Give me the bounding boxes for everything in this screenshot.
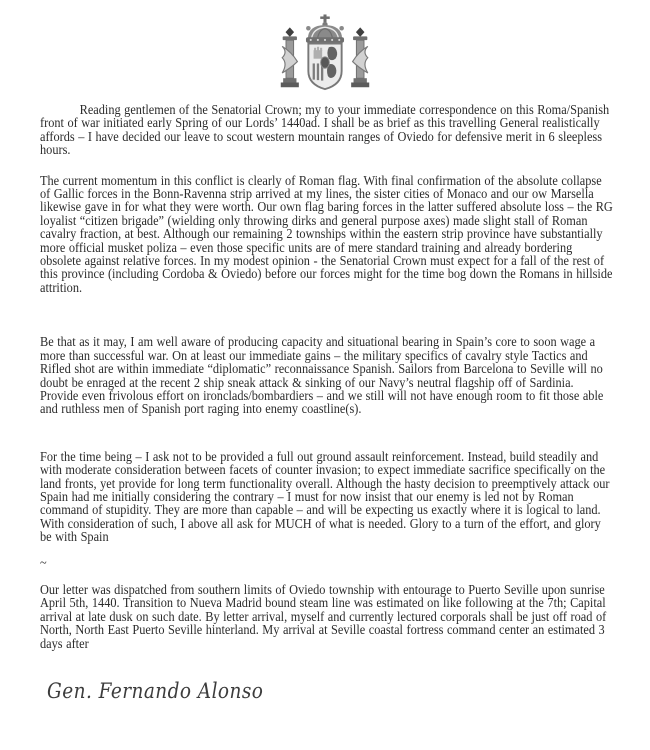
tilde-separator: ~ [40, 555, 47, 571]
letter-paragraph-request: For the time being – I ask not to be provided a full out ground assault reinforcement. Instead, build steadily and with moderate consideration between facets of counter invasion; to expect immediate sacrifice specifically on the land fronts, yet provide for long term functionality overall. Although the hasty decision to preemptively attack our Spain had me initially considering the contrary – I must for now insist that our enemy is led not by Roman command of stupidity. They are more than capable – and will be expecting us exactly where it is logical to land. With consideration of such, I above all ask for MUCH of what is needed. Glory to a turn of the effort, and glory be with Spain [40, 449, 610, 546]
signature: Gen. Fernando Alonso [47, 679, 264, 703]
letter-paragraph-naval: Be that as it may, I am well aware of producing capacity and situational bearing in Spain’s core to soon wage a more than successful war. On at least our immediate gains – the military specifics of cavalry style Tactics and Rifled shot are within immediate “diplomatic” reconnaissance Spanish. Sailors from Barcelona to Seville will no doubt be enraged at the recent 2 ship sneak attack & sinking of our Navy’s neutral flagship off of Sardinia. Provide even frivolous effort on ironclads/bombardiers – and we still will not have enough room to fit those able and ruthless men of Spanish port raging into enemy coastline(s). [40, 335, 604, 418]
crest-container [0, 0, 650, 97]
letter-paragraph-dispatch: Our letter was dispatched from southern limits of Oviedo township with entourage to Puerto Seville upon sunrise April 5th, 1440. Transition to Nueva Madrid bound steam line was estimated on like following at the 7th; Capital arrival at late dusk on such date. By letter arrival, myself and currently lectured corporals shall be just off road of North, North East Puerto Seville hinterland. My arrival at Seville coastal fortress command center an estimated 3 days after [40, 582, 607, 652]
letter-paragraph-opening: Reading gentlemen of the Senatorial Crown; my to your immediate correspondence on this Roma/Spanish front of war initiated early Spring of our Lords’ 1440ad. I shall be as brief as this travelling General realistically affords – I have decided our leave to scout western mountain ranges of Oviedo for defensive merit in 6 sleepless hours. [40, 103, 610, 159]
letter-body [40, 103, 614, 703]
letter-paragraph-momentum: The current momentum in this conflict is clearly of Roman flag. With final confirmation of the absolute collapse of Gallic forces in the Bonn-Ravenna strip arrived at my lines, the sister cities of Monaco and our ow Marsella likewise gave in for what they were worth. Our own flag baring forces in the latter suffered absolute loss – the RG loyalist “citizen brigade” (wielding only throwing dirks and general purpose axes) made slight stall of Roman cavalry fraction, at best. Although our remaining 2 townships within the eastern strip province have substantially more official musket poliza – even those specific units are of mere standard training and already bordering obsolete against relative forces. In my modest opinion - the Senatorial Crown must expect for a fall of the rest of this province (including Cordoba & Oviedo) before our forces might for the time bog down the Romans in hillside attrition. [40, 173, 613, 296]
spanish-coat-of-arms-icon [272, 14, 378, 92]
